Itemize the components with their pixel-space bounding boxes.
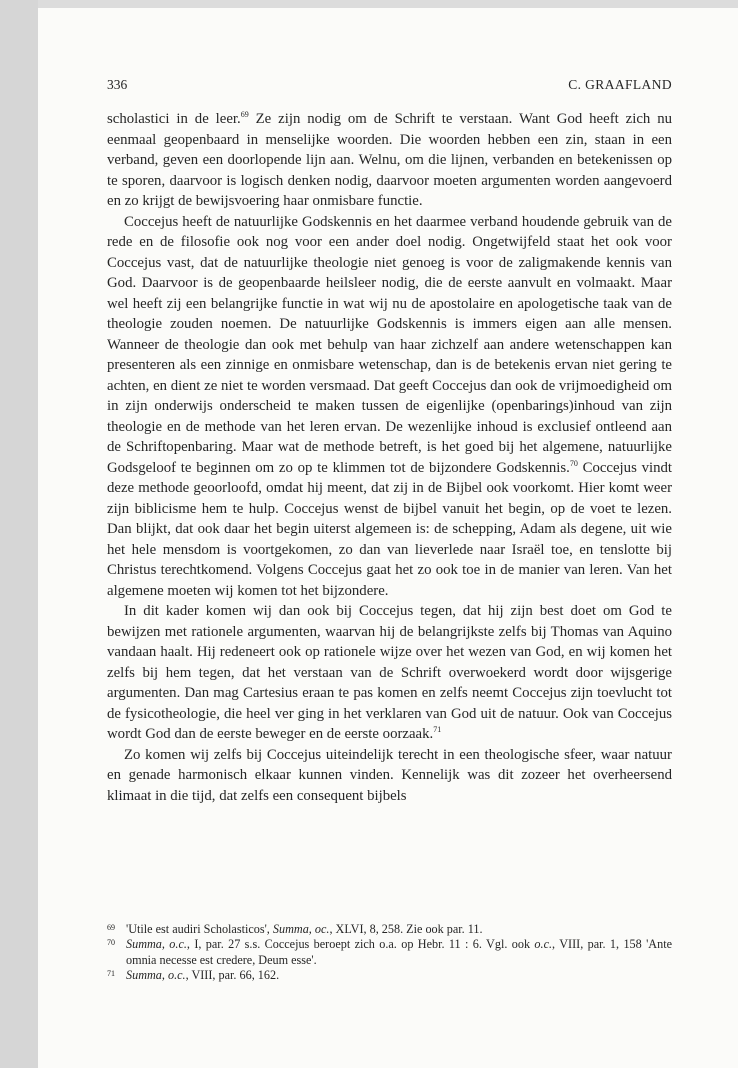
- running-header: [107, 77, 672, 97]
- paragraph-text: Ze zijn nodig om de Schrift te verstaan. Want God heeft zich nu eenmaal geopenbaard in menselijke woorden. Die woorden hebben een zin, staan in een verband, geven een doorlopende lijn aan. Welnu, om die lijnen, verbanden en betekenissen op te sporen, daarvoor is logisch denken nodig, daarvoor moeten argumenten worden aangevoerd en zo krijgt de bewijsvoering haar onmisbare functie.: [107, 111, 672, 209]
- paragraph-2: [107, 212, 672, 602]
- footnote-text: 'Utile est audiri Scholasticos',: [126, 922, 273, 936]
- paragraph-3: [107, 601, 672, 745]
- footnote-ref: 71: [433, 725, 442, 734]
- footnote-text: , I, par. 27 s.s. Coccejus beroept zich o.a. op Hebr. 11 : 6. Vgl. ook: [186, 937, 535, 952]
- footnote-70: 70 Summa, o.c., I, par. 27 s.s. Coccejus beroept zich o.a. op Hebr. 11 : 6. Vgl. ook o.c., VIII, par. 1, 158 'Ante omnia necesse est credere, Deum esse'.: [107, 937, 672, 967]
- paragraph-4: [107, 745, 672, 807]
- page-number: 336: [107, 77, 128, 92]
- paragraph-text: Zo komen wij zelfs bij Coccejus uiteindelijk terecht in een theologische sfeer, waar natuur en genade harmonisch elkaar kunnen vinden. Kennelijk was dit zozeer het overheersend klimaat in die tijd, dat zelfs een consequent bijbels: [107, 746, 672, 804]
- scan-border-top: [0, 0, 738, 8]
- paragraph-1: [107, 109, 672, 212]
- scan-border-left: [0, 0, 38, 1068]
- footnote-title: Summa, o.c.: [126, 937, 187, 952]
- footnote-text: , XLVI, 8, 258. Zie ook par. 11.: [329, 922, 483, 936]
- footnote-ref: 70: [569, 458, 578, 468]
- footnote-title: o.c.: [534, 937, 553, 952]
- running-title: C. GRAAFLAND: [568, 77, 672, 92]
- paragraph-text: In dit kader komen wij dan ook bij Coccejus tegen, dat hij zijn best doet om God te bewijzen met rationele argumenten, waarvan hij de belangrijkste zelfs bij Thomas van Aquino vandaan haalt. Hij redeneert ook op rationele wijze over het wezen van God, en wij komen het zelfs bij hem tegen, dat het verstaan van de Schrift overwoekerd wordt door wijsgerige argumenten. Dan mag Cartesius eraan te pas komen en zelfs neemt Coccejus zijn toevlucht tot de fysicotheologie, die heel ver ging in het verklaren van God uit de natuur. Ook van Coccejus wordt God dan de eerste beweger en de eerste oorzaak.: [107, 603, 672, 742]
- footnote-title: Summa, o.c.: [126, 968, 186, 983]
- paragraph-text: Coccejus heeft de natuurlijke Godskennis en het daarmee verband houdende gebruik van de rede en de filosofie ook nog voor een ander doel nodig. Ongetwijfeld staat het ook voor Coccejus vast, dat de natuurlijke theologie niet genoeg is voor de zaligmakende kennis van God. Daarvoor is de geopenbaarde heilsleer nodig, die de eerste aanvult en volmaakt. Maar wel heeft zij een belangrijke functie in wat wij nu de apostolaire en apologetische taak van de theologie zouden noemen. De natuurlijke Godskennis is immers eigen aan alle mensen. Wanneer de theologie dan ook met behulp van haar zichzelf aan andere wetenschappen kan presenteren als een zinnige en onmisbare wetenschap, dan is de betekenis ervan niet gering te achten, en dient ze niet te worden versmaad. Dat geeft Coccejus dan ook de vrijmoedigheid om in zijn onderwijs onderscheid te maken tussen de eigenlijke (openbarings)inhoud van zijn theologie en de methode van het leren ervan. De wezenlijke inhoud is exclusief ontleend aan de Schriftopenbaring. Maar wat de methode betreft, is het goed bij het algemene, natuurlijke Godsgeloof te beginnen om zo op te klimmen tot de bijzondere Godskennis.: [107, 213, 672, 476]
- footnote-ref: 69: [240, 110, 249, 119]
- footnote-71: 71 Summa, o.c., VIII, par. 66, 162.: [107, 968, 280, 983]
- paragraph-text: scholastici in de leer.: [107, 111, 241, 127]
- footnote-text: , VIII, par. 1, 158 'Ante omnia necesse est credere, Deum esse'.: [126, 937, 672, 967]
- body-text: [107, 109, 672, 806]
- footnote-69: 69 'Utile est audiri Scholasticos', Summa, oc., XLVI, 8, 258. Zie ook par. 11.: [107, 922, 483, 936]
- paragraph-text: Coccejus vindt deze methode geoorloofd, omdat hij meent, dat zij in de Bijbel ook voorkomt. Hier komt weer zijn biblicisme hem te hulp. Coccejus wenst de bijbel vanuit het begin, op de voet te lezen. Dan blijkt, dat ook daar het begin uiterst algemeen is: de schepping, Adam als degene, uit wie het hele mensdom is voortgekomen, zo dan van lieverlede naar Israël toe, en tenslotte bij Christus terechtkomend. Volgens Coccejus gaat het zo ook toe in de manier van leren. Van het algemene moeten wij komen tot het bijzondere.: [107, 459, 672, 599]
- footnote-text: , VIII, par. 66, 162.: [185, 968, 280, 983]
- footnotes: [107, 922, 672, 984]
- footnote-title: Summa, oc.: [272, 922, 330, 936]
